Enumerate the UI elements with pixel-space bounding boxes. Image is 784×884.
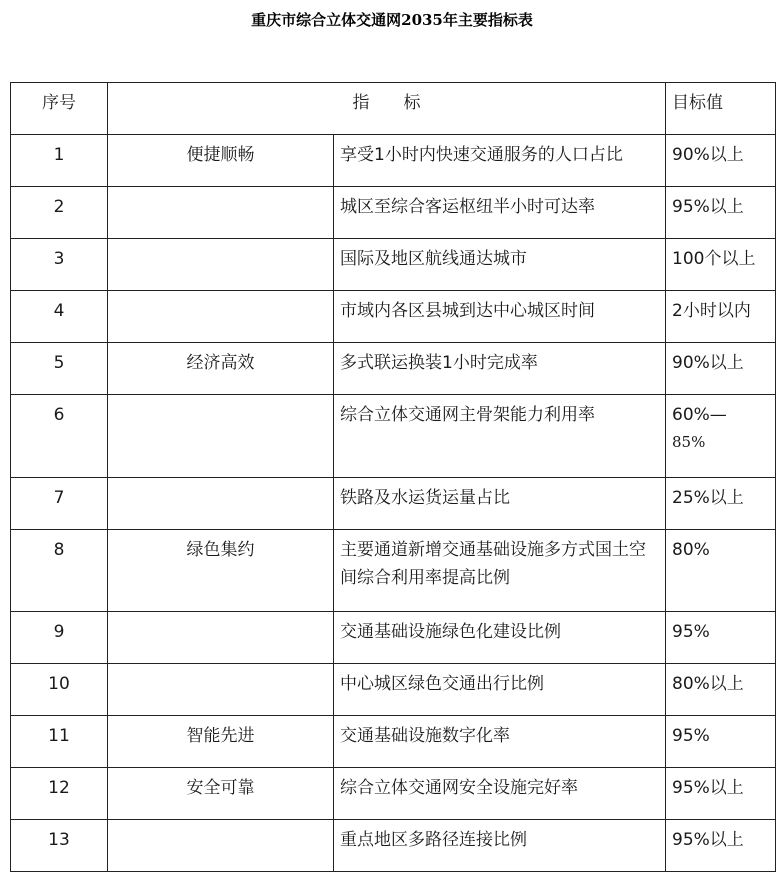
row-seq: 7 (11, 478, 108, 530)
row-target-line1: 60%— (672, 405, 727, 425)
row-target (666, 395, 776, 478)
row-target-line2: 85% (672, 433, 706, 451)
row-category (108, 187, 334, 239)
row-indicator: 交通基础设施数字化率 (334, 716, 666, 768)
row-indicator: 国际及地区航线通达城市 (334, 239, 666, 291)
document-title: 重庆市综合立体交通网2035年主要指标表 (251, 11, 533, 29)
row-seq: 2 (11, 187, 108, 239)
row-seq: 6 (11, 395, 108, 478)
row-target: 95%以上 (666, 768, 776, 820)
table-row (11, 239, 776, 291)
header-indicator (108, 83, 666, 135)
row-seq: 12 (11, 768, 108, 820)
row-target: 90%以上 (666, 343, 776, 395)
table-row (11, 291, 776, 343)
indicators-table (10, 82, 776, 872)
row-category: 绿色集约 (108, 530, 334, 612)
row-category (108, 664, 334, 716)
table-row (11, 768, 776, 820)
table-row (11, 395, 776, 478)
row-category: 智能先进 (108, 716, 334, 768)
row-category (108, 820, 334, 872)
table-row (11, 612, 776, 664)
row-target: 100个以上 (666, 239, 776, 291)
row-target: 95%以上 (666, 820, 776, 872)
row-category (108, 612, 334, 664)
row-category (108, 239, 334, 291)
table-row (11, 187, 776, 239)
row-indicator: 多式联运换装1小时完成率 (334, 343, 666, 395)
header-target: 目标值 (666, 83, 776, 135)
row-target: 90%以上 (666, 135, 776, 187)
row-indicator: 综合立体交通网主骨架能力利用率 (334, 395, 666, 478)
row-seq: 3 (11, 239, 108, 291)
row-indicator: 享受1小时内快速交通服务的人口占比 (334, 135, 666, 187)
row-target: 95%以上 (666, 187, 776, 239)
row-seq: 5 (11, 343, 108, 395)
header-indicator-text: 指 标 (352, 93, 421, 113)
row-target: 25%以上 (666, 478, 776, 530)
table-row (11, 478, 776, 530)
table-row (11, 530, 776, 612)
table-header-row (11, 83, 776, 135)
table-row (11, 343, 776, 395)
row-category (108, 478, 334, 530)
row-indicator: 铁路及水运货运量占比 (334, 478, 666, 530)
row-seq: 4 (11, 291, 108, 343)
row-category: 经济高效 (108, 343, 334, 395)
row-target: 95% (666, 612, 776, 664)
row-indicator: 交通基础设施绿色化建设比例 (334, 612, 666, 664)
row-category: 安全可靠 (108, 768, 334, 820)
row-indicator: 市域内各区县城到达中心城区时间 (334, 291, 666, 343)
row-indicator: 综合立体交通网安全设施完好率 (334, 768, 666, 820)
row-seq: 9 (11, 612, 108, 664)
row-seq: 10 (11, 664, 108, 716)
row-category: 便捷顺畅 (108, 135, 334, 187)
table-row (11, 820, 776, 872)
row-seq: 1 (11, 135, 108, 187)
row-target: 95% (666, 716, 776, 768)
row-indicator: 城区至综合客运枢纽半小时可达率 (334, 187, 666, 239)
row-target: 80%以上 (666, 664, 776, 716)
header-seq: 序号 (11, 83, 108, 135)
table-row (11, 664, 776, 716)
row-category (108, 291, 334, 343)
row-indicator: 主要通道新增交通基础设施多方式国土空间综合利用率提高比例 (334, 530, 666, 612)
table-row (11, 716, 776, 768)
row-category (108, 395, 334, 478)
table-row (11, 135, 776, 187)
row-indicator: 重点地区多路径连接比例 (334, 820, 666, 872)
row-target: 2小时以内 (666, 291, 776, 343)
row-target: 80% (666, 530, 776, 612)
row-seq: 13 (11, 820, 108, 872)
row-seq: 8 (11, 530, 108, 612)
row-indicator: 中心城区绿色交通出行比例 (334, 664, 666, 716)
row-seq: 11 (11, 716, 108, 768)
